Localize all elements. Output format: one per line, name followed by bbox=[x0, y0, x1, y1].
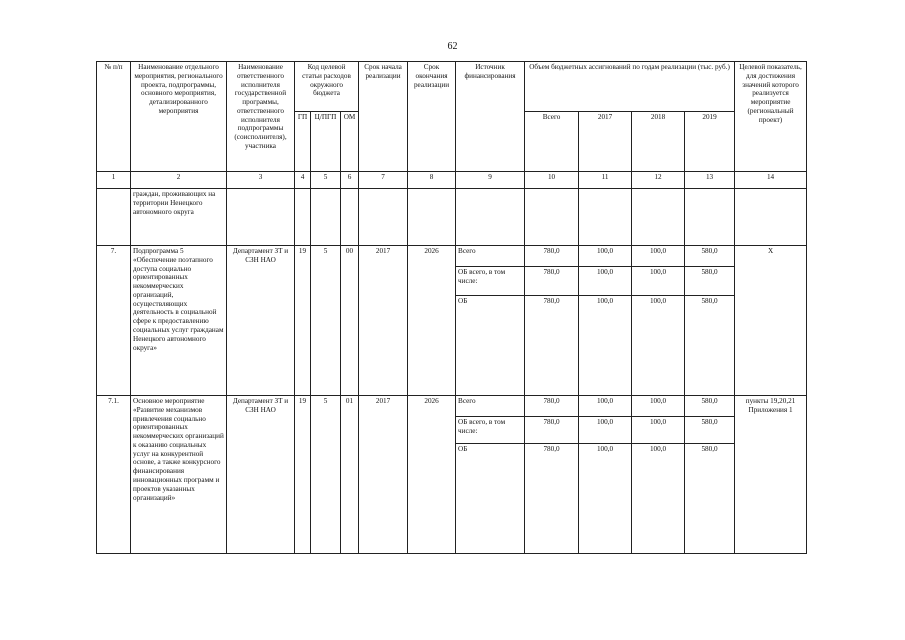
row-total: 780,0 bbox=[525, 296, 579, 396]
column-number: 13 bbox=[685, 172, 735, 189]
row-om: 00 bbox=[341, 246, 359, 396]
column-number: 7 bbox=[359, 172, 408, 189]
row-target: пункты 19,20,21 Приложения 1 bbox=[735, 396, 807, 554]
column-number: 11 bbox=[579, 172, 632, 189]
row-2019: 580,0 bbox=[685, 396, 735, 417]
row-2018: 100,0 bbox=[632, 444, 685, 554]
header-cpgp: Ц/ПГП bbox=[311, 112, 341, 172]
header-end: Срок окончания реализации bbox=[408, 62, 456, 172]
row-2018: 100,0 bbox=[632, 417, 685, 444]
page-number: 62 bbox=[447, 41, 458, 52]
row-2018: 100,0 bbox=[632, 396, 685, 417]
row-gp: 19 bbox=[295, 396, 311, 554]
row-2017: 100,0 bbox=[579, 296, 632, 396]
row-responsible: Департамент ЗТ и СЗН НАО bbox=[227, 246, 295, 396]
column-number: 3 bbox=[227, 172, 295, 189]
row-total: 780,0 bbox=[525, 417, 579, 444]
row-target: Х bbox=[735, 246, 807, 396]
header-2017: 2017 bbox=[579, 112, 632, 172]
row-om: 01 bbox=[341, 396, 359, 554]
row-2019: 580,0 bbox=[685, 417, 735, 444]
row-source: ОБ всего, в том числе: bbox=[456, 267, 525, 296]
row-total: 780,0 bbox=[525, 267, 579, 296]
column-number-row bbox=[97, 172, 807, 189]
row-2017: 100,0 bbox=[579, 267, 632, 296]
row-cpgp: 5 bbox=[311, 246, 341, 396]
row-source: ОБ всего, в том числе: bbox=[456, 417, 525, 444]
row-start: 2017 bbox=[359, 396, 408, 554]
header-code-group: Код целевой статьи расходов окружного бюджета bbox=[295, 62, 359, 112]
header-source: Источник финансирования bbox=[456, 62, 525, 172]
row-2017: 100,0 bbox=[579, 396, 632, 417]
header-2018: 2018 bbox=[632, 112, 685, 172]
row-2019: 580,0 bbox=[685, 444, 735, 554]
header-volume-group: Объем бюджетных ассигнований по годам реализации (тыс. руб.) bbox=[525, 62, 735, 112]
row-name: Основное мероприятие «Развитие механизмов привлечения социально ориентированных некоммерческих организаций к оказанию социальных услуг на конкурентной основе, а также конкурсного финансирования инновационных программ и проектов указанных организаций» bbox=[131, 396, 227, 554]
row-2017: 100,0 bbox=[579, 417, 632, 444]
table-row bbox=[97, 246, 807, 267]
header-no: № п/п bbox=[97, 62, 131, 172]
header-gp: ГП bbox=[295, 112, 311, 172]
column-number: 10 bbox=[525, 172, 579, 189]
header-om: ОМ bbox=[341, 112, 359, 172]
row-2018: 100,0 bbox=[632, 267, 685, 296]
header-responsible: Наименование ответственного исполнителя государственной программы, ответственного исполнителя подпрограммы (соисполнителя), участника bbox=[227, 62, 295, 172]
row-responsible: Департамент ЗТ и СЗН НАО bbox=[227, 396, 295, 554]
row-total: 780,0 bbox=[525, 444, 579, 554]
row-source: ОБ bbox=[456, 444, 525, 554]
column-number: 1 bbox=[97, 172, 131, 189]
header-name: Наименование отдельного мероприятия, регионального проекта, подпрограммы, основного мероприятия, детализированного мероприятия bbox=[131, 62, 227, 172]
budget-table bbox=[96, 61, 807, 554]
column-number: 2 bbox=[131, 172, 227, 189]
row-name: Подпрограмма 5 «Обеспечение поэтапного доступа социально ориентированных некоммерческих организаций, осуществляющих деятельность в социальной сфере к предоставлению социальных услуг гражданам Ненецкого автономного округа» bbox=[131, 246, 227, 396]
row-2019: 580,0 bbox=[685, 267, 735, 296]
row-2019: 580,0 bbox=[685, 296, 735, 396]
row-total: 780,0 bbox=[525, 246, 579, 267]
row-end: 2026 bbox=[408, 246, 456, 396]
row-start: 2017 bbox=[359, 246, 408, 396]
column-number: 12 bbox=[632, 172, 685, 189]
continuation-row bbox=[97, 189, 807, 246]
column-number: 4 bbox=[295, 172, 311, 189]
row-2017: 100,0 bbox=[579, 246, 632, 267]
row-2018: 100,0 bbox=[632, 246, 685, 267]
header-start: Срок начала реализации bbox=[359, 62, 408, 172]
row-number: 7. bbox=[97, 246, 131, 396]
row-end: 2026 bbox=[408, 396, 456, 554]
row-2017: 100,0 bbox=[579, 444, 632, 554]
header-target: Целевой показатель, для достижения значений которого реализуется мероприятие (региональный проект) bbox=[735, 62, 807, 172]
row-2018: 100,0 bbox=[632, 296, 685, 396]
column-number: 9 bbox=[456, 172, 525, 189]
column-number: 14 bbox=[735, 172, 807, 189]
row-source: Всего bbox=[456, 246, 525, 267]
header-2019: 2019 bbox=[685, 112, 735, 172]
column-number: 8 bbox=[408, 172, 456, 189]
row-2019: 580,0 bbox=[685, 246, 735, 267]
column-number: 5 bbox=[311, 172, 341, 189]
continuation-text: граждан, проживающих на территории Ненецкого автономного округа bbox=[131, 189, 227, 246]
row-number: 7.1. bbox=[97, 396, 131, 554]
row-gp: 19 bbox=[295, 246, 311, 396]
table-row bbox=[97, 396, 807, 417]
row-cpgp: 5 bbox=[311, 396, 341, 554]
row-source: Всего bbox=[456, 396, 525, 417]
column-number: 6 bbox=[341, 172, 359, 189]
header-total: Всего bbox=[525, 112, 579, 172]
row-source: ОБ bbox=[456, 296, 525, 396]
row-total: 780,0 bbox=[525, 396, 579, 417]
